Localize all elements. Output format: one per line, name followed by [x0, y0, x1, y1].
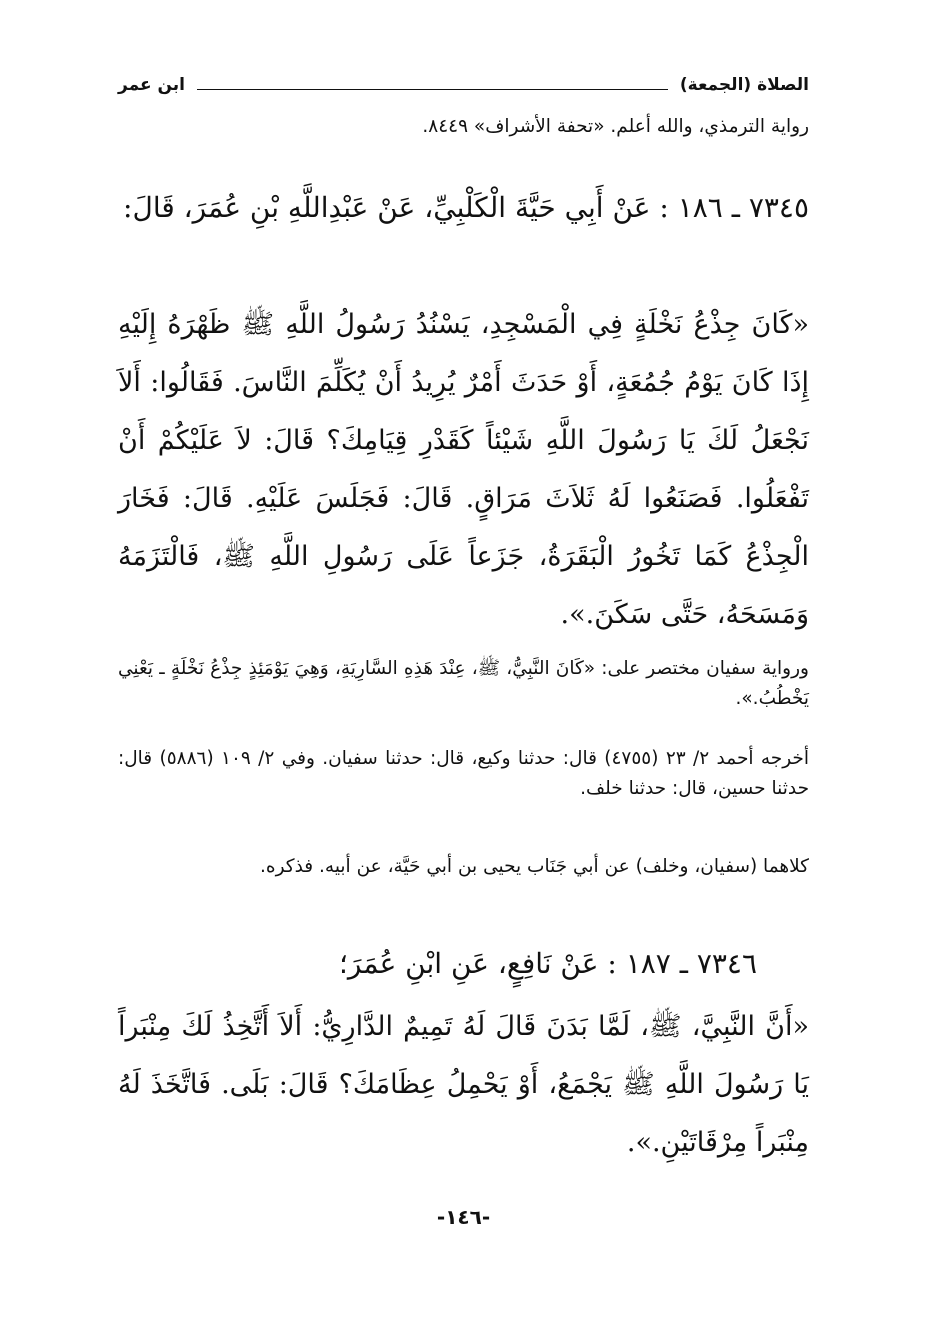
note-sufyan: ورواية سفيان مختصر على: «كَانَ النَّبِيُّ، ﷺ، عِنْدَ هَذِهِ السَّارِيَةِ، وَهِيَ يَوْمَئِذٍ جِذْعُ نَخْلَةٍ ـ يَعْنِي يَخْطُبُ.». — [118, 658, 809, 709]
hadith-7346-heading: ٧٣٤٦ ـ ١٨٧ : عَنْ نَافِعٍ، عَنِ ابْنِ عُمَرَ؛ — [339, 947, 757, 980]
running-header — [118, 70, 809, 100]
note-both: كلاهما (سفيان، وخلف) عن أبي جَنَاب يحيى بن أبي حَيَّة، عن أبيه. فذكره. — [260, 856, 809, 877]
header-rule — [197, 89, 668, 90]
narrator-title: ابن عمر — [118, 75, 186, 95]
hadith-7345-heading: ٧٣٤٥ ـ ١٨٦ : عَنْ أَبِي حَيَّةَ الْكَلْبِيِّ، عَنْ عَبْدِاللَّهِ بْنِ عُمَرَ، قَالَ: — [123, 191, 809, 224]
hadith-7346-text: «أَنَّ النَّبِيَّ، ﷺ، لَمَّا بَدَنَ قَالَ لَهُ تَمِيمٌ الدَّارِيُّ: أَلاَ أَتَّخِذُ لَكَ مِنْبَراً يَا رَسُولَ اللَّهِ ﷺ يَجْمَعُ، أَوْ يَحْمِلُ عِظَامَكَ؟ قَالَ: بَلَى. فَاتَّخَذَ لَهُ مِنْبَراً مِرْقَاتَيْنِ.». — [118, 1011, 809, 1158]
page-number: -١٤٦- — [436, 1205, 491, 1229]
note-ahmad: أخرجه أحمد ٢/ ٢٣ (٤٧٥٥) قال: حدثنا وكيع، قال: حدثنا سفيان. وفي ٢/ ١٠٩ (٥٨٨٦) قال: حدثنا حسين، قال: حدثنا خلف. — [118, 748, 809, 799]
chapter-title: الصلاة (الجمعة) — [679, 75, 809, 95]
hadith-7345-text: «كَانَ جِذْعُ نَخْلَةٍ فِي الْمَسْجِدِ، يَسْنُدُ رَسُولُ اللَّهِ ﷺ ظَهْرَهُ إِلَيْهِ إِذَا كَانَ يَوْمُ جُمُعَةٍ، أَوْ حَدَثَ أَمْرٌ يُرِيدُ أَنْ يُكَلِّمَ النَّاسَ. فَقَالُوا: أَلاَ نَجْعَلُ لَكَ يَا رَسُولَ اللَّهِ شَيْئاً كَقَدْرِ قِيَامِكَ؟ قَالَ: لاَ عَلَيْكُمْ أَنْ تَفْعَلُوا. فَصَنَعُوا لَهُ ثَلاَثَ مَرَاقٍ. قَالَ: فَجَلَسَ عَلَيْهِ. قَالَ: فَخَارَ الْجِذْعُ كَمَا تَخُورُ الْبَقَرَةُ، جَزَعاً عَلَى رَسُولِ اللَّهِ ﷺ، فَالْتَزَمَهُ وَمَسَحَهُ، حَتَّى سَكَنَ.». — [118, 309, 809, 630]
top-note: رواية الترمذي، والله أعلم. «تحفة الأشراف» ٨٤٤٩. — [422, 116, 809, 137]
